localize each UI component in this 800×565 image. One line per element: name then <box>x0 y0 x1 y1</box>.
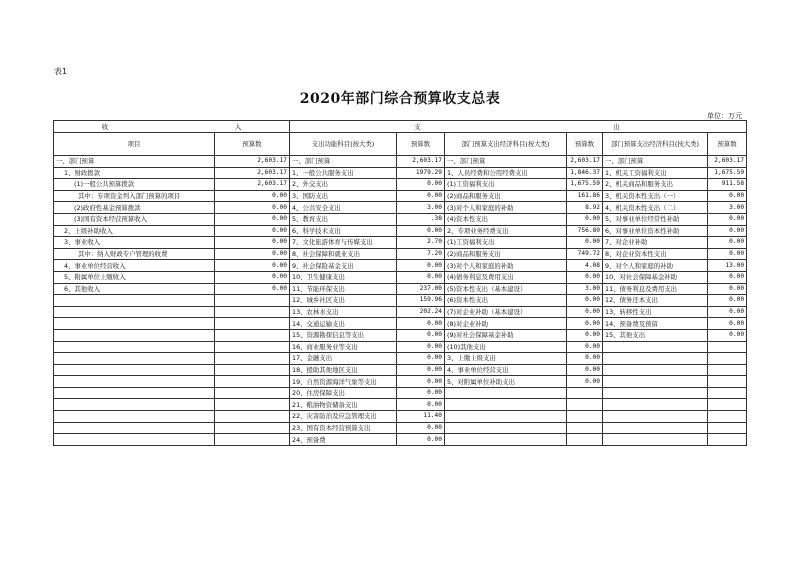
function-budget-cell: 237.00 <box>397 283 445 295</box>
function-budget-cell: 7.20 <box>397 248 445 260</box>
dept-econ-budget-cell: 756.80 <box>567 225 603 237</box>
function-budget-cell: 11.40 <box>397 411 445 423</box>
dept-econ-budget-cell: 3.00 <box>567 283 603 295</box>
dept-econ-item-cell: 4、事业单位经营支出 <box>445 364 567 376</box>
gov-econ-budget-cell: 2,603.17 <box>708 156 747 168</box>
dept-econ-item-cell: (3)对个人和家庭的补助 <box>445 260 567 272</box>
function-item-cell: 21、粮油物资储备支出 <box>290 399 397 411</box>
dept-econ-item-cell: 1、人员经费和公用经费支出 <box>445 167 567 179</box>
gov-econ-item-cell: 6、对事业单位资本性补助 <box>603 225 708 237</box>
function-item-cell: 23、国有资本经营预算支出 <box>290 422 397 434</box>
income-budget-cell <box>215 353 290 365</box>
dept-econ-budget-cell: 0.00 <box>567 329 603 341</box>
gov-econ-item-cell <box>603 434 708 446</box>
income-budget-cell <box>215 411 290 423</box>
gov-econ-budget-cell <box>708 341 747 353</box>
dept-econ-item-cell: (2)商品和服务支出 <box>445 248 567 260</box>
table-row <box>54 411 747 423</box>
income-item-cell <box>54 387 215 399</box>
dept-econ-item-cell: 一、部门预算 <box>445 156 567 168</box>
dept-econ-item-cell: 5、对附属单位补助支出 <box>445 376 567 388</box>
dept-econ-budget-cell: 0.00 <box>567 376 603 388</box>
income-item-cell <box>54 329 215 341</box>
income-item-cell <box>54 399 215 411</box>
table-row <box>54 190 747 202</box>
gov-econ-budget-cell: 3.00 <box>708 202 747 214</box>
gov-econ-budget-cell: 0.00 <box>708 237 747 249</box>
gov-econ-item-cell: 2、机关商品和服务支出 <box>603 179 708 191</box>
gov-econ-item-cell <box>603 341 708 353</box>
dept-econ-item-cell: (10)其他支出 <box>445 341 567 353</box>
gov-econ-budget-cell: 1,675.59 <box>708 167 747 179</box>
table-row <box>54 306 747 318</box>
gov-econ-budget-cell: 13.00 <box>708 260 747 272</box>
income-item-cell <box>54 306 215 318</box>
gov-econ-budget-cell <box>708 353 747 365</box>
income-budget-cell <box>215 376 290 388</box>
dept-econ-item-cell: (8)对企业补助 <box>445 318 567 330</box>
dept-econ-budget-cell: 8.92 <box>567 202 603 214</box>
income-item-cell: 5、附属单位上缴收入 <box>54 271 215 283</box>
gov-econ-budget-cell: 0.00 <box>708 225 747 237</box>
gov-econ-budget-cell <box>708 411 747 423</box>
income-item-cell: 2、上级补助收入 <box>54 225 215 237</box>
dept-econ-budget-cell: 0.00 <box>567 341 603 353</box>
function-budget-cell: 2.70 <box>397 237 445 249</box>
function-budget-cell: 1979.29 <box>397 167 445 179</box>
table-row <box>54 387 747 399</box>
col-header-function: 支出功能科目(按大类) <box>290 133 397 156</box>
function-item-cell: 6、科学技术支出 <box>290 225 397 237</box>
function-budget-cell: .38 <box>397 213 445 225</box>
income-budget-cell: 0.00 <box>215 271 290 283</box>
gov-econ-budget-cell <box>708 399 747 411</box>
income-item-cell <box>54 376 215 388</box>
function-budget-cell: 0.00 <box>397 318 445 330</box>
dept-econ-item-cell: 2、专项业务经费支出 <box>445 225 567 237</box>
function-item-cell: 22、灾害防治及应急管理支出 <box>290 411 397 423</box>
gov-econ-item-cell: 12、债务还本支出 <box>603 295 708 307</box>
function-budget-cell: 0.00 <box>397 260 445 272</box>
table-label: 表1 <box>54 67 68 76</box>
dept-econ-budget-cell: 2,603.17 <box>567 156 603 168</box>
col-header-item: 项目 <box>54 133 215 156</box>
function-budget-cell: 0.00 <box>397 225 445 237</box>
table-row <box>54 213 747 225</box>
function-budget-cell: 0.00 <box>397 376 445 388</box>
function-item-cell: 10、卫生健康支出 <box>290 271 397 283</box>
dept-econ-item-cell <box>445 399 567 411</box>
gov-econ-budget-cell: 0.00 <box>708 213 747 225</box>
function-budget-cell: 0.00 <box>397 422 445 434</box>
income-budget-cell: 0.00 <box>215 237 290 249</box>
income-item-cell: 1、财政拨款 <box>54 167 215 179</box>
income-budget-cell: 2,603.17 <box>215 167 290 179</box>
dept-econ-budget-cell <box>567 399 603 411</box>
function-item-cell: 7、文化旅游体育与传媒支出 <box>290 237 397 249</box>
function-budget-cell: 2,603.17 <box>397 156 445 168</box>
dept-econ-budget-cell: 0.00 <box>567 364 603 376</box>
gov-econ-item-cell: 3、机关资本性支出（一） <box>603 190 708 202</box>
function-item-cell: 2、外交支出 <box>290 179 397 191</box>
income-item-cell <box>54 353 215 365</box>
income-item-cell <box>54 411 215 423</box>
function-item-cell: 9、社会保险基金支出 <box>290 260 397 272</box>
table-row <box>54 434 747 446</box>
gov-econ-item-cell <box>603 387 708 399</box>
function-budget-cell: 0.00 <box>397 271 445 283</box>
dept-econ-item-cell: 3、上缴上级支出 <box>445 353 567 365</box>
function-budget-cell: 0.00 <box>397 353 445 365</box>
header-row-columns <box>54 133 747 156</box>
dept-econ-item-cell: (9)对社会保障基金补助 <box>445 329 567 341</box>
income-budget-cell <box>215 318 290 330</box>
gov-econ-budget-cell: 0.00 <box>708 295 747 307</box>
table-row <box>54 376 747 388</box>
col-header-gov-econ: 部门预算支出经济科目(按大类) <box>603 133 708 156</box>
gov-econ-item-cell: 15、其他支出 <box>603 329 708 341</box>
function-item-cell: 3、国防支出 <box>290 190 397 202</box>
income-budget-cell: 0.00 <box>215 190 290 202</box>
income-item-cell <box>54 318 215 330</box>
table-row <box>54 248 747 260</box>
income-item-cell: 4、事业单位经营收入 <box>54 260 215 272</box>
dept-econ-budget-cell: 0.00 <box>567 295 603 307</box>
table-row <box>54 295 747 307</box>
income-item-cell: (1)一般公共预算拨款 <box>54 179 215 191</box>
dept-econ-budget-cell: 0.00 <box>567 353 603 365</box>
dept-econ-item-cell <box>445 422 567 434</box>
gov-econ-budget-cell: 0.00 <box>708 306 747 318</box>
table-row <box>54 353 747 365</box>
dept-econ-item-cell <box>445 411 567 423</box>
income-budget-cell <box>215 387 290 399</box>
gov-econ-item-cell: 14、预备费及预留 <box>603 318 708 330</box>
function-budget-cell: 0.00 <box>397 434 445 446</box>
function-budget-cell: 0.00 <box>397 364 445 376</box>
table-row <box>54 225 747 237</box>
gov-econ-budget-cell <box>708 376 747 388</box>
dept-econ-item-cell: (6)资本性支出 <box>445 295 567 307</box>
gov-econ-budget-cell: 0.00 <box>708 190 747 202</box>
gov-econ-budget-cell: 0.00 <box>708 271 747 283</box>
dept-econ-budget-cell <box>567 411 603 423</box>
budget-table <box>53 120 747 446</box>
income-budget-cell <box>215 434 290 446</box>
expense-header: 支 出 <box>290 121 747 133</box>
function-budget-cell: 159.96 <box>397 295 445 307</box>
function-item-cell: 14、交通运输支出 <box>290 318 397 330</box>
table-row <box>54 318 747 330</box>
dept-econ-item-cell: (4)债务利息及费用支出 <box>445 271 567 283</box>
function-item-cell: 一、部门预算 <box>290 156 397 168</box>
function-item-cell: 12、城乡社区支出 <box>290 295 397 307</box>
dept-econ-budget-cell: 1,675.59 <box>567 179 603 191</box>
gov-econ-item-cell <box>603 411 708 423</box>
gov-econ-item-cell <box>603 353 708 365</box>
gov-econ-item-cell: 一、部门预算 <box>603 156 708 168</box>
income-item-cell: 3、事业收入 <box>54 237 215 249</box>
dept-econ-budget-cell: 0.00 <box>567 237 603 249</box>
function-budget-cell: 0.00 <box>397 190 445 202</box>
gov-econ-item-cell: 10、对社会保障基金补助 <box>603 271 708 283</box>
function-budget-cell: 0.00 <box>397 341 445 353</box>
income-item-cell <box>54 295 215 307</box>
dept-econ-budget-cell: 0.00 <box>567 271 603 283</box>
dept-econ-item-cell: (3)对个人和家庭的补助 <box>445 202 567 214</box>
unit-label: 单位：万元 <box>707 112 742 120</box>
gov-econ-budget-cell: 0.00 <box>708 248 747 260</box>
dept-econ-budget-cell: 749.72 <box>567 248 603 260</box>
function-item-cell: 5、教育支出 <box>290 213 397 225</box>
dept-econ-budget-cell: 0.00 <box>567 213 603 225</box>
function-item-cell: 17、金融支出 <box>290 353 397 365</box>
gov-econ-item-cell: 1、机关工资福利支出 <box>603 167 708 179</box>
income-item-cell <box>54 434 215 446</box>
table-row <box>54 260 747 272</box>
income-budget-cell <box>215 306 290 318</box>
function-item-cell: 19、自然资源海洋气象等支出 <box>290 376 397 388</box>
gov-econ-item-cell: 5、对事业单位经常性补助 <box>603 213 708 225</box>
dept-econ-budget-cell: 4.08 <box>567 260 603 272</box>
col-header-dept-econ: 部门预算支出经济科目(按大类) <box>445 133 567 156</box>
table-row <box>54 237 747 249</box>
dept-econ-item-cell: (1)工资福利支出 <box>445 237 567 249</box>
gov-econ-item-cell: 4、机关资本性支出（二） <box>603 202 708 214</box>
col-header-budget: 预算数 <box>708 133 747 156</box>
dept-econ-budget-cell <box>567 422 603 434</box>
income-header: 收 入 <box>54 121 290 133</box>
dept-econ-item-cell: (4)资本性支出 <box>445 213 567 225</box>
dept-econ-budget-cell: 1,846.37 <box>567 167 603 179</box>
function-item-cell: 18、援助其他地区支出 <box>290 364 397 376</box>
table-row <box>54 179 747 191</box>
page-title: 2020年部门综合预算收支总表 <box>299 91 501 107</box>
dept-econ-item-cell: (7)对企业补助（基本建设） <box>445 306 567 318</box>
function-item-cell: 11、节能环保支出 <box>290 283 397 295</box>
table-row <box>54 167 747 179</box>
dept-econ-item-cell: (2)商品和服务支出 <box>445 190 567 202</box>
income-budget-cell: 0.00 <box>215 248 290 260</box>
function-item-cell: 16、商业服务业等支出 <box>290 341 397 353</box>
dept-econ-item-cell <box>445 387 567 399</box>
gov-econ-item-cell <box>603 376 708 388</box>
income-budget-cell <box>215 295 290 307</box>
income-budget-cell <box>215 364 290 376</box>
function-item-cell: 15、资源勘探信息等支出 <box>290 329 397 341</box>
gov-econ-budget-cell <box>708 434 747 446</box>
income-budget-cell <box>215 422 290 434</box>
dept-econ-budget-cell: 0.00 <box>567 318 603 330</box>
gov-econ-item-cell <box>603 422 708 434</box>
income-budget-cell: 0.00 <box>215 283 290 295</box>
table-row <box>54 341 747 353</box>
income-item-cell <box>54 341 215 353</box>
gov-econ-budget-cell <box>708 387 747 399</box>
function-item-cell: 24、预备费 <box>290 434 397 446</box>
function-item-cell: 8、社会保障和就业支出 <box>290 248 397 260</box>
table-row <box>54 283 747 295</box>
income-item-cell: 一、部门预算 <box>54 156 215 168</box>
income-budget-cell <box>215 341 290 353</box>
income-item-cell: 其中：专项资金列入部门预算的项目 <box>54 190 215 202</box>
gov-econ-item-cell <box>603 399 708 411</box>
income-item-cell: (3)国有资本经营预算收入 <box>54 213 215 225</box>
dept-econ-budget-cell <box>567 434 603 446</box>
gov-econ-item-cell: 8、对企业资本性支出 <box>603 248 708 260</box>
income-budget-cell: 0.00 <box>215 225 290 237</box>
gov-econ-budget-cell: 0.00 <box>708 329 747 341</box>
income-budget-cell: 0.00 <box>215 213 290 225</box>
income-budget-cell: 2,603.17 <box>215 179 290 191</box>
table-row <box>54 364 747 376</box>
function-budget-cell: 0.00 <box>397 179 445 191</box>
function-item-cell: 1、一般公共服务支出 <box>290 167 397 179</box>
function-budget-cell: 0.00 <box>397 399 445 411</box>
gov-econ-item-cell: 13、转移性支出 <box>603 306 708 318</box>
dept-econ-budget-cell: 0.00 <box>567 306 603 318</box>
table-row <box>54 422 747 434</box>
income-item-cell: 其中：纳入财政专户管理的收费 <box>54 248 215 260</box>
function-item-cell: 13、农林水支出 <box>290 306 397 318</box>
gov-econ-budget-cell: 0.00 <box>708 318 747 330</box>
income-budget-cell: 0.00 <box>215 202 290 214</box>
dept-econ-budget-cell <box>567 387 603 399</box>
income-budget-cell: 0.00 <box>215 260 290 272</box>
gov-econ-budget-cell: 911.58 <box>708 179 747 191</box>
income-item-cell <box>54 364 215 376</box>
header-row-group <box>54 121 747 133</box>
income-item-cell: 6、其他收入 <box>54 283 215 295</box>
gov-econ-item-cell: 11、债务利息及费用支出 <box>603 283 708 295</box>
gov-econ-item-cell: 9、对个人和家庭的补助 <box>603 260 708 272</box>
income-item-cell <box>54 422 215 434</box>
table-row <box>54 399 747 411</box>
gov-econ-item-cell: 7、对企业补助 <box>603 237 708 249</box>
function-item-cell: 20、住房保障支出 <box>290 387 397 399</box>
table-row <box>54 202 747 214</box>
gov-econ-budget-cell <box>708 422 747 434</box>
col-header-budget: 预算数 <box>397 133 445 156</box>
table-row <box>54 156 747 168</box>
table-row <box>54 271 747 283</box>
gov-econ-item-cell <box>603 364 708 376</box>
income-item-cell: (2)政府性基金预算拨款 <box>54 202 215 214</box>
dept-econ-item-cell: (5)资本性支出（基本建设） <box>445 283 567 295</box>
income-budget-cell <box>215 329 290 341</box>
function-budget-cell: 0.00 <box>397 329 445 341</box>
function-budget-cell: 3.00 <box>397 202 445 214</box>
col-header-budget: 预算数 <box>215 133 290 156</box>
dept-econ-item-cell: (1)工资福利支出 <box>445 179 567 191</box>
gov-econ-budget-cell <box>708 364 747 376</box>
income-budget-cell <box>215 399 290 411</box>
dept-econ-item-cell <box>445 434 567 446</box>
table-row <box>54 329 747 341</box>
function-budget-cell: 0.00 <box>397 387 445 399</box>
income-budget-cell: 2,603.17 <box>215 156 290 168</box>
gov-econ-budget-cell: 0.00 <box>708 283 747 295</box>
dept-econ-budget-cell: 161.86 <box>567 190 603 202</box>
function-item-cell: 4、公共安全支出 <box>290 202 397 214</box>
function-budget-cell: 202.24 <box>397 306 445 318</box>
col-header-budget: 预算数 <box>567 133 603 156</box>
